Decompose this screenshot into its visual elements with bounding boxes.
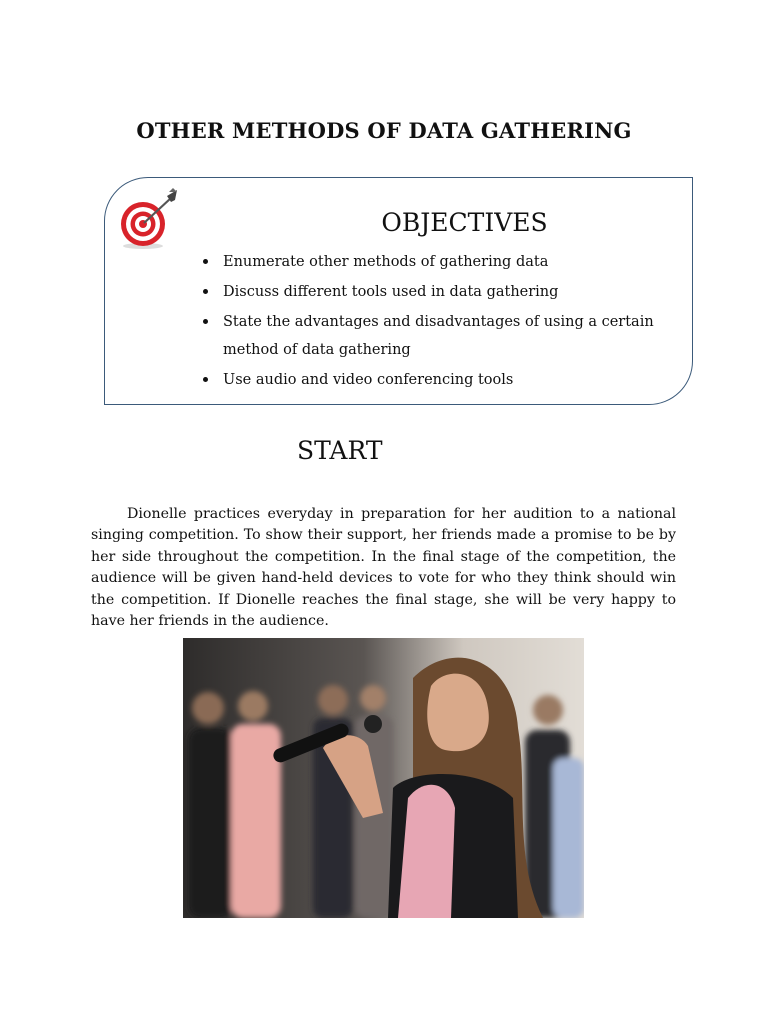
start-heading: START (297, 436, 383, 465)
objectives-box (104, 177, 693, 405)
objective-item: Discuss different tools used in data gathering (201, 278, 671, 306)
objective-item: State the advantages and disadvantages of using a certain method of data gathering (201, 308, 671, 364)
page-title: OTHER METHODS OF DATA GATHERING (136, 118, 632, 143)
objective-item: Enumerate other methods of gathering data (201, 248, 671, 276)
singer-photo (183, 638, 584, 918)
objectives-heading: OBJECTIVES (381, 208, 548, 237)
singer-photo-illustration (183, 638, 584, 918)
objective-item: Use audio and video conferencing tools (201, 366, 671, 394)
objectives-list (201, 248, 671, 396)
story-paragraph: Dionelle practices everyday in preparation for her audition to a national singing competition. To show their support, her friends made a promise to be by her side throughout the competition. In the final stage of the competition, the audience will be given hand-held devices to vote for who they think should win the competition. If Dionelle reaches the final stage, she will be very happy to have her friends in the audience. (91, 506, 676, 630)
